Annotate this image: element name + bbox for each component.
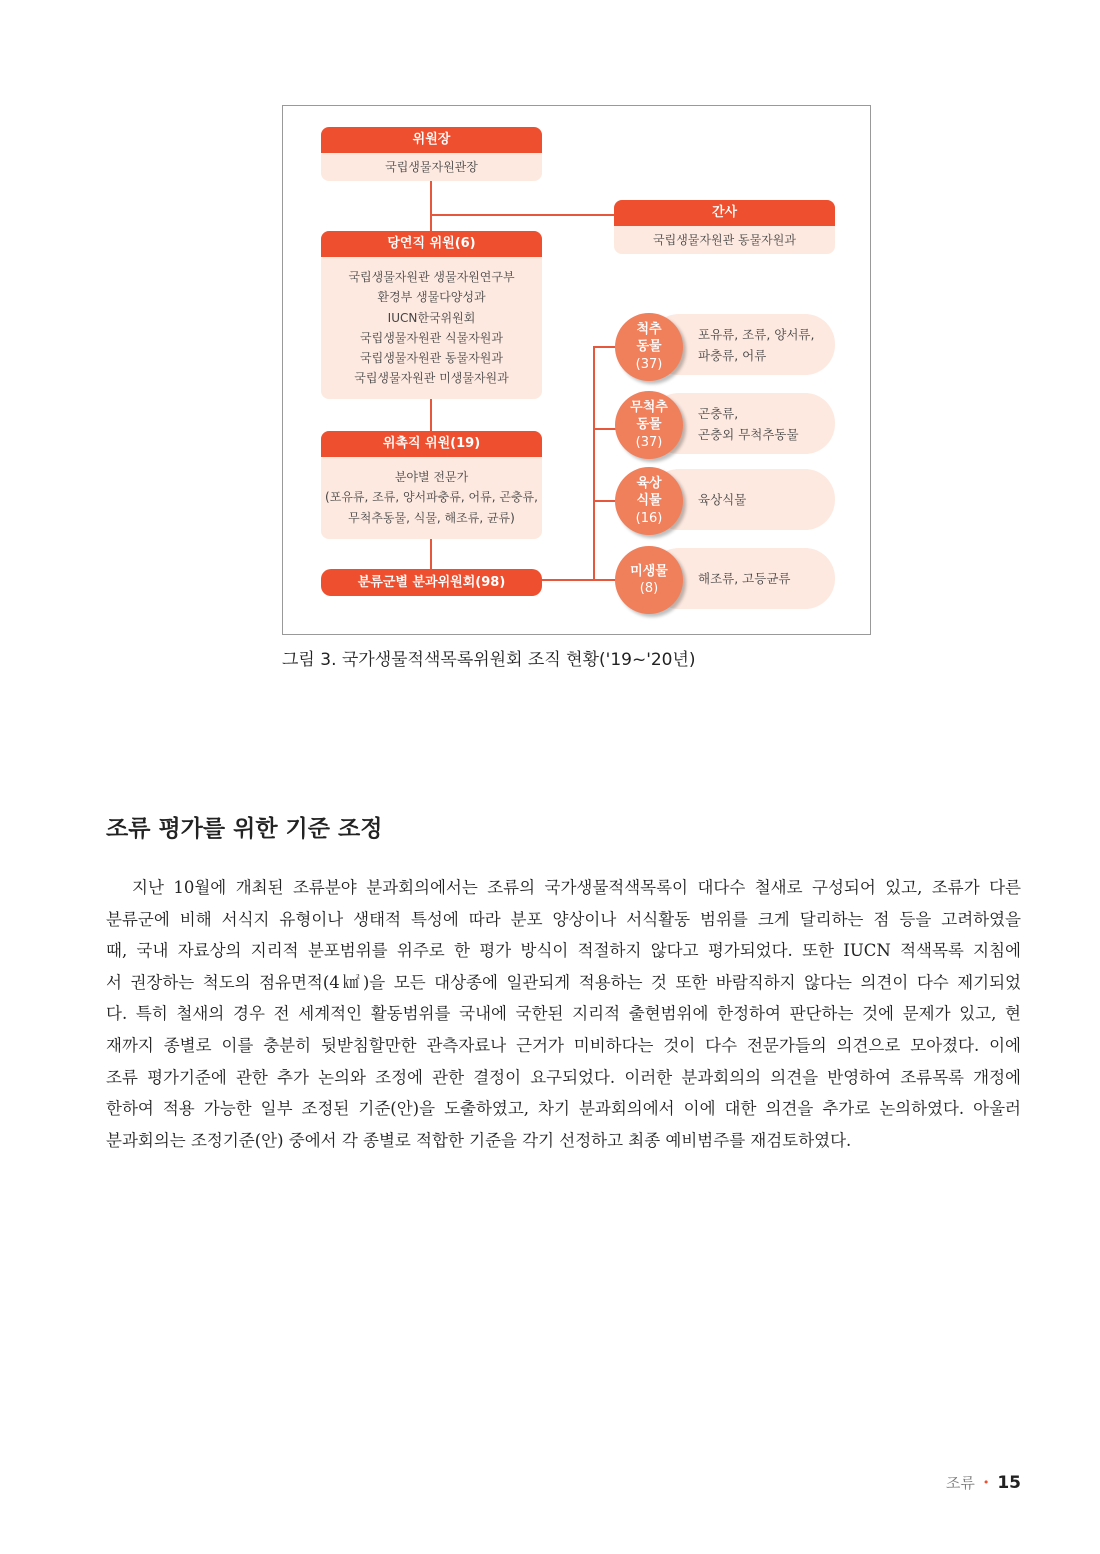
member: 국립생물자원관 동물자원과 (360, 351, 503, 366)
group-desc-line: 파충류, 어류 (698, 347, 767, 363)
group-name: 척추 (636, 321, 662, 337)
group-count: (8) (639, 581, 659, 596)
paragraph-line: 다. 특히 철새의 경우 전 세계적인 활동범위를 국내에 국한된 지리적 출현범위에 한정하여 판단하는 것에 문제가 있고, 현 (106, 1004, 1021, 1024)
footer-bullet: • (982, 1476, 990, 1489)
chair-title: 위원장 (321, 127, 542, 153)
secretary-body: 국립생물자원관 동물자원과 (653, 233, 796, 247)
chair-box (321, 127, 542, 181)
connector-line (593, 346, 595, 580)
group-name: 식물 (636, 493, 662, 509)
connector-line (594, 579, 616, 581)
group-name: 동물 (636, 417, 662, 433)
paragraph-line: 지난 10월에 개최된 조류분야 분과회의에서는 조류의 국가생물적색목록이 대다수 철새로 구성되어 있고, 조류가 다른 (132, 878, 1021, 897)
group-circle (615, 546, 683, 614)
member: 국립생물자원관 식물자원과 (360, 330, 503, 345)
group-circle (615, 467, 683, 535)
group-name: 육상 (636, 475, 662, 491)
paragraph-line: 재까지 종별로 이를 충분히 뒷받침할만한 관측자료나 근거가 미비하다는 것이 다수 전문가들의 의견으로 모아졌다. 이에 (106, 1035, 1021, 1055)
ex-officio-title: 당연직 위원(6) (321, 231, 542, 257)
paragraph-line: 때, 국내 자료상의 지리적 분포범위를 위주로 한 평가 방식이 적절하지 않다고 평가되었다. 또한 IUCN 적색목록 지침에 (106, 941, 1021, 961)
member: IUCN한국위원회 (387, 310, 476, 325)
footer-section: 조류 (945, 1474, 975, 1492)
connector-line (431, 214, 615, 216)
subcommittee-box (321, 569, 542, 596)
appointed-line: (포유류, 조류, 양서파충류, 어류, 곤충류, (325, 490, 538, 505)
member: 국립생물자원관 미생물자원과 (354, 371, 509, 386)
appointed-line: 무척추동물, 식물, 해조류, 균류) (348, 510, 515, 525)
group-desc-line: 해조류, 고등균류 (698, 571, 791, 586)
subcommittee-title: 분류군별 분과위원회(98) (321, 569, 542, 596)
member: 국립생물자원관 생물자원연구부 (348, 270, 515, 284)
appointed-box (321, 431, 542, 539)
group-count: (37) (635, 356, 663, 372)
paragraph-line: 분과회의는 조정기준(안) 중에서 각 종별로 적합한 기준을 각기 선정하고 최종 예비범주를 재검토하였다. (106, 1130, 852, 1150)
group-desc-line: 포유류, 조류, 양서류, (698, 326, 815, 342)
connector-line (594, 500, 616, 502)
section-heading: 조류 평가를 위한 기준 조정 (106, 815, 383, 842)
group-name: 무척추 (630, 399, 668, 415)
paragraph-line: 한하여 적용 가능한 일부 조정된 기준(안)을 도출하였고, 차기 분과회의에서 이에 대한 의견을 추가로 논의하였다. 아울러 (106, 1099, 1021, 1119)
ex-officio-box (321, 231, 542, 399)
figure-caption: 그림 3. 국가생물적색목록위원회 조직 현황('19~'20년) (282, 650, 696, 670)
member: 환경부 생물다양성과 (377, 290, 486, 305)
appointed-line: 분야별 전문가 (394, 470, 469, 484)
paragraph-line: 분류군에 비해 서식지 유형이나 생태적 특성에 따라 분포 양상이나 서식활동 범위를 크게 달리하는 점 등을 고려하였을 (106, 909, 1021, 929)
body-paragraph (106, 872, 1021, 1156)
secretary-title: 간사 (614, 200, 835, 226)
group-circle (615, 313, 683, 381)
paragraph-line: 조류 평가기준에 관한 추가 논의와 조정에 관한 결정이 요구되었다. 이러한 분과회의의 의견을 반영하여 조류목록 개정에 (106, 1067, 1021, 1087)
page-number: 15 (997, 1472, 1021, 1493)
group-desc-line: 곤충류, (698, 405, 739, 421)
paragraph-line: 서 권장하는 척도의 점유면적(4㎢)을 모든 대상종에 일관되게 적용하는 것 또한 바람직하지 않다는 의견이 다수 제기되었 (106, 972, 1021, 992)
chair-body: 국립생물자원관장 (385, 160, 478, 174)
group-count: (37) (635, 434, 663, 450)
group-count: (16) (635, 510, 663, 526)
group-name: 미생물 (630, 563, 668, 579)
group-desc-line: 곤충외 무척추동물 (698, 426, 799, 442)
page-footer (946, 1472, 1021, 1493)
connector-line (542, 579, 594, 581)
secretary-box (614, 200, 835, 254)
connector-line (594, 346, 616, 348)
group-desc-line: 육상식물 (698, 492, 747, 507)
group-name: 동물 (636, 339, 662, 355)
connector-line (594, 428, 616, 430)
appointed-title: 위촉직 위원(19) (321, 431, 542, 457)
group-circle (615, 391, 683, 459)
